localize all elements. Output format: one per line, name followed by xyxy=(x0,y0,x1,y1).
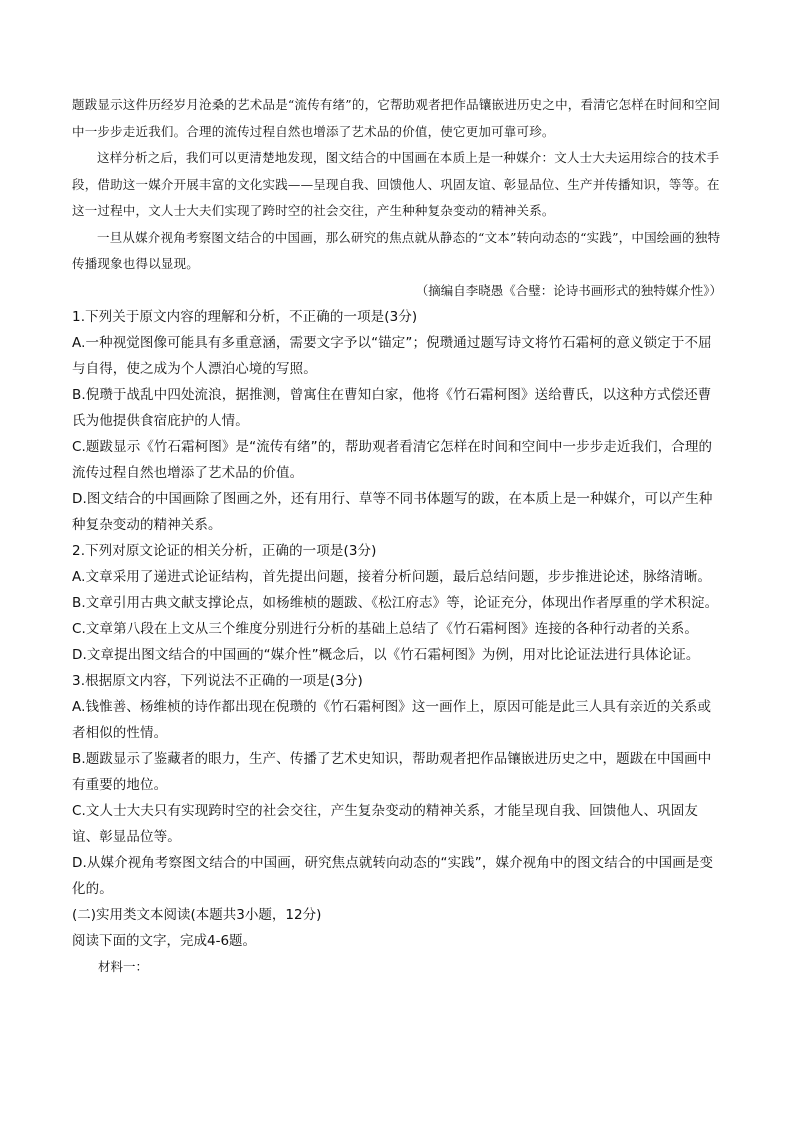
option-b: B.文章引用古典文献支撑论点，如杨维桢的题跋、《松江府志》等，论证充分，体现出作者厚重的学术积淀。 xyxy=(72,595,719,611)
section-title: (二)实用类文本阅读(本题共3小题，12分) xyxy=(72,907,322,923)
option-d: D.图文结合的中国画除了图画之外，还有用行、草等不同书体题写的跋，在本质上是一种媒介，可以产生种种复杂变动的精神关系。 xyxy=(72,491,713,533)
option-c: C.文章第八段在上文从三个维度分别进行分析的基础上总结了《竹石霜柯图》连接的各种行动者的关系。 xyxy=(72,621,698,637)
question-stem: 2.下列对原文论证的相关分析，正确的一项是(3分) xyxy=(72,543,377,559)
question-stem: 3.根据原文内容，下列说法不正确的一项是(3分) xyxy=(72,673,363,689)
passage-paragraph-2: 这样分析之后，我们可以更清楚地发现，图文结合的中国画在本质上是一种媒介：文人士大夫运用综合的技术手段，借助这一媒介开展丰富的文化实践——呈现自我、回馈他人、巩固友谊、彰显品位、生产并传播知识，等等。在这一过程中，文人士大夫们实现了跨时空的社会交往，产生种种复杂变动的精神关系。 xyxy=(72,150,720,218)
option-c: C.文人士大夫只有实现跨时空的社会交往，产生复杂变动的精神关系，才能呈现自我、回馈他人、巩固友谊、彰显品位等。 xyxy=(72,803,698,845)
option-a: A.一种视觉图像可能具有多重意涵，需要文字予以“锚定”；倪瓒通过题写诗文将竹石霜柯的意义锁定于不屈与自得，使之成为个人漂泊心境的写照。 xyxy=(72,335,712,377)
material-label: 材料一： xyxy=(98,959,149,974)
source-citation: （摘编自李晓愚《合璧：论诗书画形式的独特媒介性》） xyxy=(415,282,722,298)
option-b: B.倪瓒于战乱中四处流浪，据推测，曾寓住在曹知白家，他将《竹石霜柯图》送给曹氏，以这种方式偿还曹氏为他提供食宿庇护的人情。 xyxy=(72,387,712,429)
option-a: A.文章采用了递进式论证结构，首先提出问题，接着分析问题，最后总结问题，步步推进论述，脉络清晰。 xyxy=(72,569,712,585)
option-c: C.题跋显示《竹石霜柯图》是“流传有绪”的，帮助观者看清它怎样在时间和空间中一步步走近我们，合理的流传过程自然也增添了艺术品的价值。 xyxy=(72,439,713,481)
question-2 xyxy=(72,538,724,668)
question-1 xyxy=(72,304,724,538)
option-a: A.钱惟善、杨维桢的诗作都出现在倪瓒的《竹石霜柯图》这一画作上，原因可能是此三人具有亲近的关系或者相似的性情。 xyxy=(72,699,712,741)
option-b: B.题跋显示了鉴藏者的眼力，生产、传播了艺术史知识，帮助观者把作品镶嵌进历史之中，题跋在中国画中有重要的地位。 xyxy=(72,751,712,793)
exam-page xyxy=(72,92,724,980)
passage-paragraph-3: 一旦从媒介视角考察图文结合的中国画，那么研究的焦点就从静态的“文本”转向动态的“实践”，中国绘画的独特传播现象也得以显现。 xyxy=(72,229,721,271)
passage-paragraph-1: 题跋显示这件历经岁月沧桑的艺术品是“流传有绪”的，它帮助观者把作品镶嵌进历史之中，看清它怎样在时间和空间中一步步走近我们。合理的流传过程自然也增添了艺术品的价值，使它更加可靠可珍。 xyxy=(72,97,721,139)
question-stem: 1.下列关于原文内容的理解和分析，不正确的一项是(3分) xyxy=(72,309,418,325)
question-3 xyxy=(72,668,724,902)
section-instruction: 阅读下面的文字，完成4-6题。 xyxy=(72,933,257,949)
option-d: D.从媒介视角考察图文结合的中国画，研究焦点就转向动态的“实践”，媒介视角中的图文结合的中国画是变化的。 xyxy=(72,855,714,897)
option-d: D.文章提出图文结合的中国画的“媒介性”概念后，以《竹石霜柯图》为例，用对比论证法进行具体论证。 xyxy=(72,647,700,663)
